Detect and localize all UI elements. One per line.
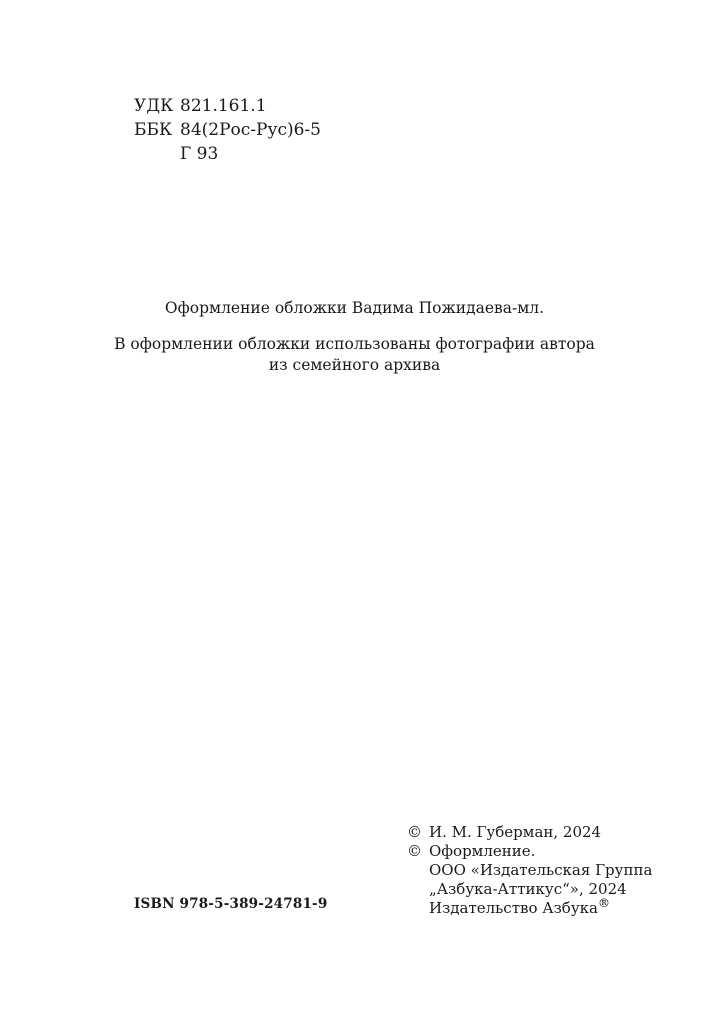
credits-block <box>0 298 709 376</box>
udk-value: 821.161.1 <box>180 96 267 116</box>
author-mark: Г 93 <box>180 144 219 164</box>
cover-photo-credit-line-1: В оформлении обложки использованы фотографии автора <box>114 335 595 353</box>
copyright-design-line-3: „Азбука-Аттикус“», 2024 <box>429 880 627 898</box>
registered-trademark-icon: ® <box>597 896 610 910</box>
copyright-author: И. М. Губерман, 2024 <box>429 823 602 841</box>
copyright-author-row <box>407 823 652 842</box>
author-mark-row <box>134 142 321 166</box>
bbk-label: ББК <box>134 120 173 140</box>
copyright-design-line-4 <box>429 896 652 918</box>
bbk-value: 84(2Рос-Рус)6-5 <box>180 120 321 140</box>
copyright-design-lines <box>429 842 652 918</box>
cover-design-credit: Оформление обложки Вадима Пожидаева-мл. <box>164 299 545 317</box>
classification-block <box>134 94 321 166</box>
copyright-design-line-2: ООО «Издательская Группа <box>429 861 653 879</box>
udk-row <box>134 94 321 118</box>
copyright-icon: © <box>407 842 422 860</box>
copyright-block <box>407 823 652 918</box>
cover-photo-credit-line-2: из семейного архива <box>268 356 441 374</box>
copyright-design-row <box>407 842 652 918</box>
copyright-icon: © <box>407 823 422 841</box>
isbn-number: ISBN 978-5-389-24781-9 <box>134 896 328 912</box>
bbk-row <box>134 118 321 142</box>
cover-photo-credit <box>0 334 709 376</box>
copyright-design-line-1: Оформление. <box>429 842 536 860</box>
udk-label: УДК <box>134 96 174 116</box>
publisher-name: Издательство Азбука <box>429 899 598 917</box>
